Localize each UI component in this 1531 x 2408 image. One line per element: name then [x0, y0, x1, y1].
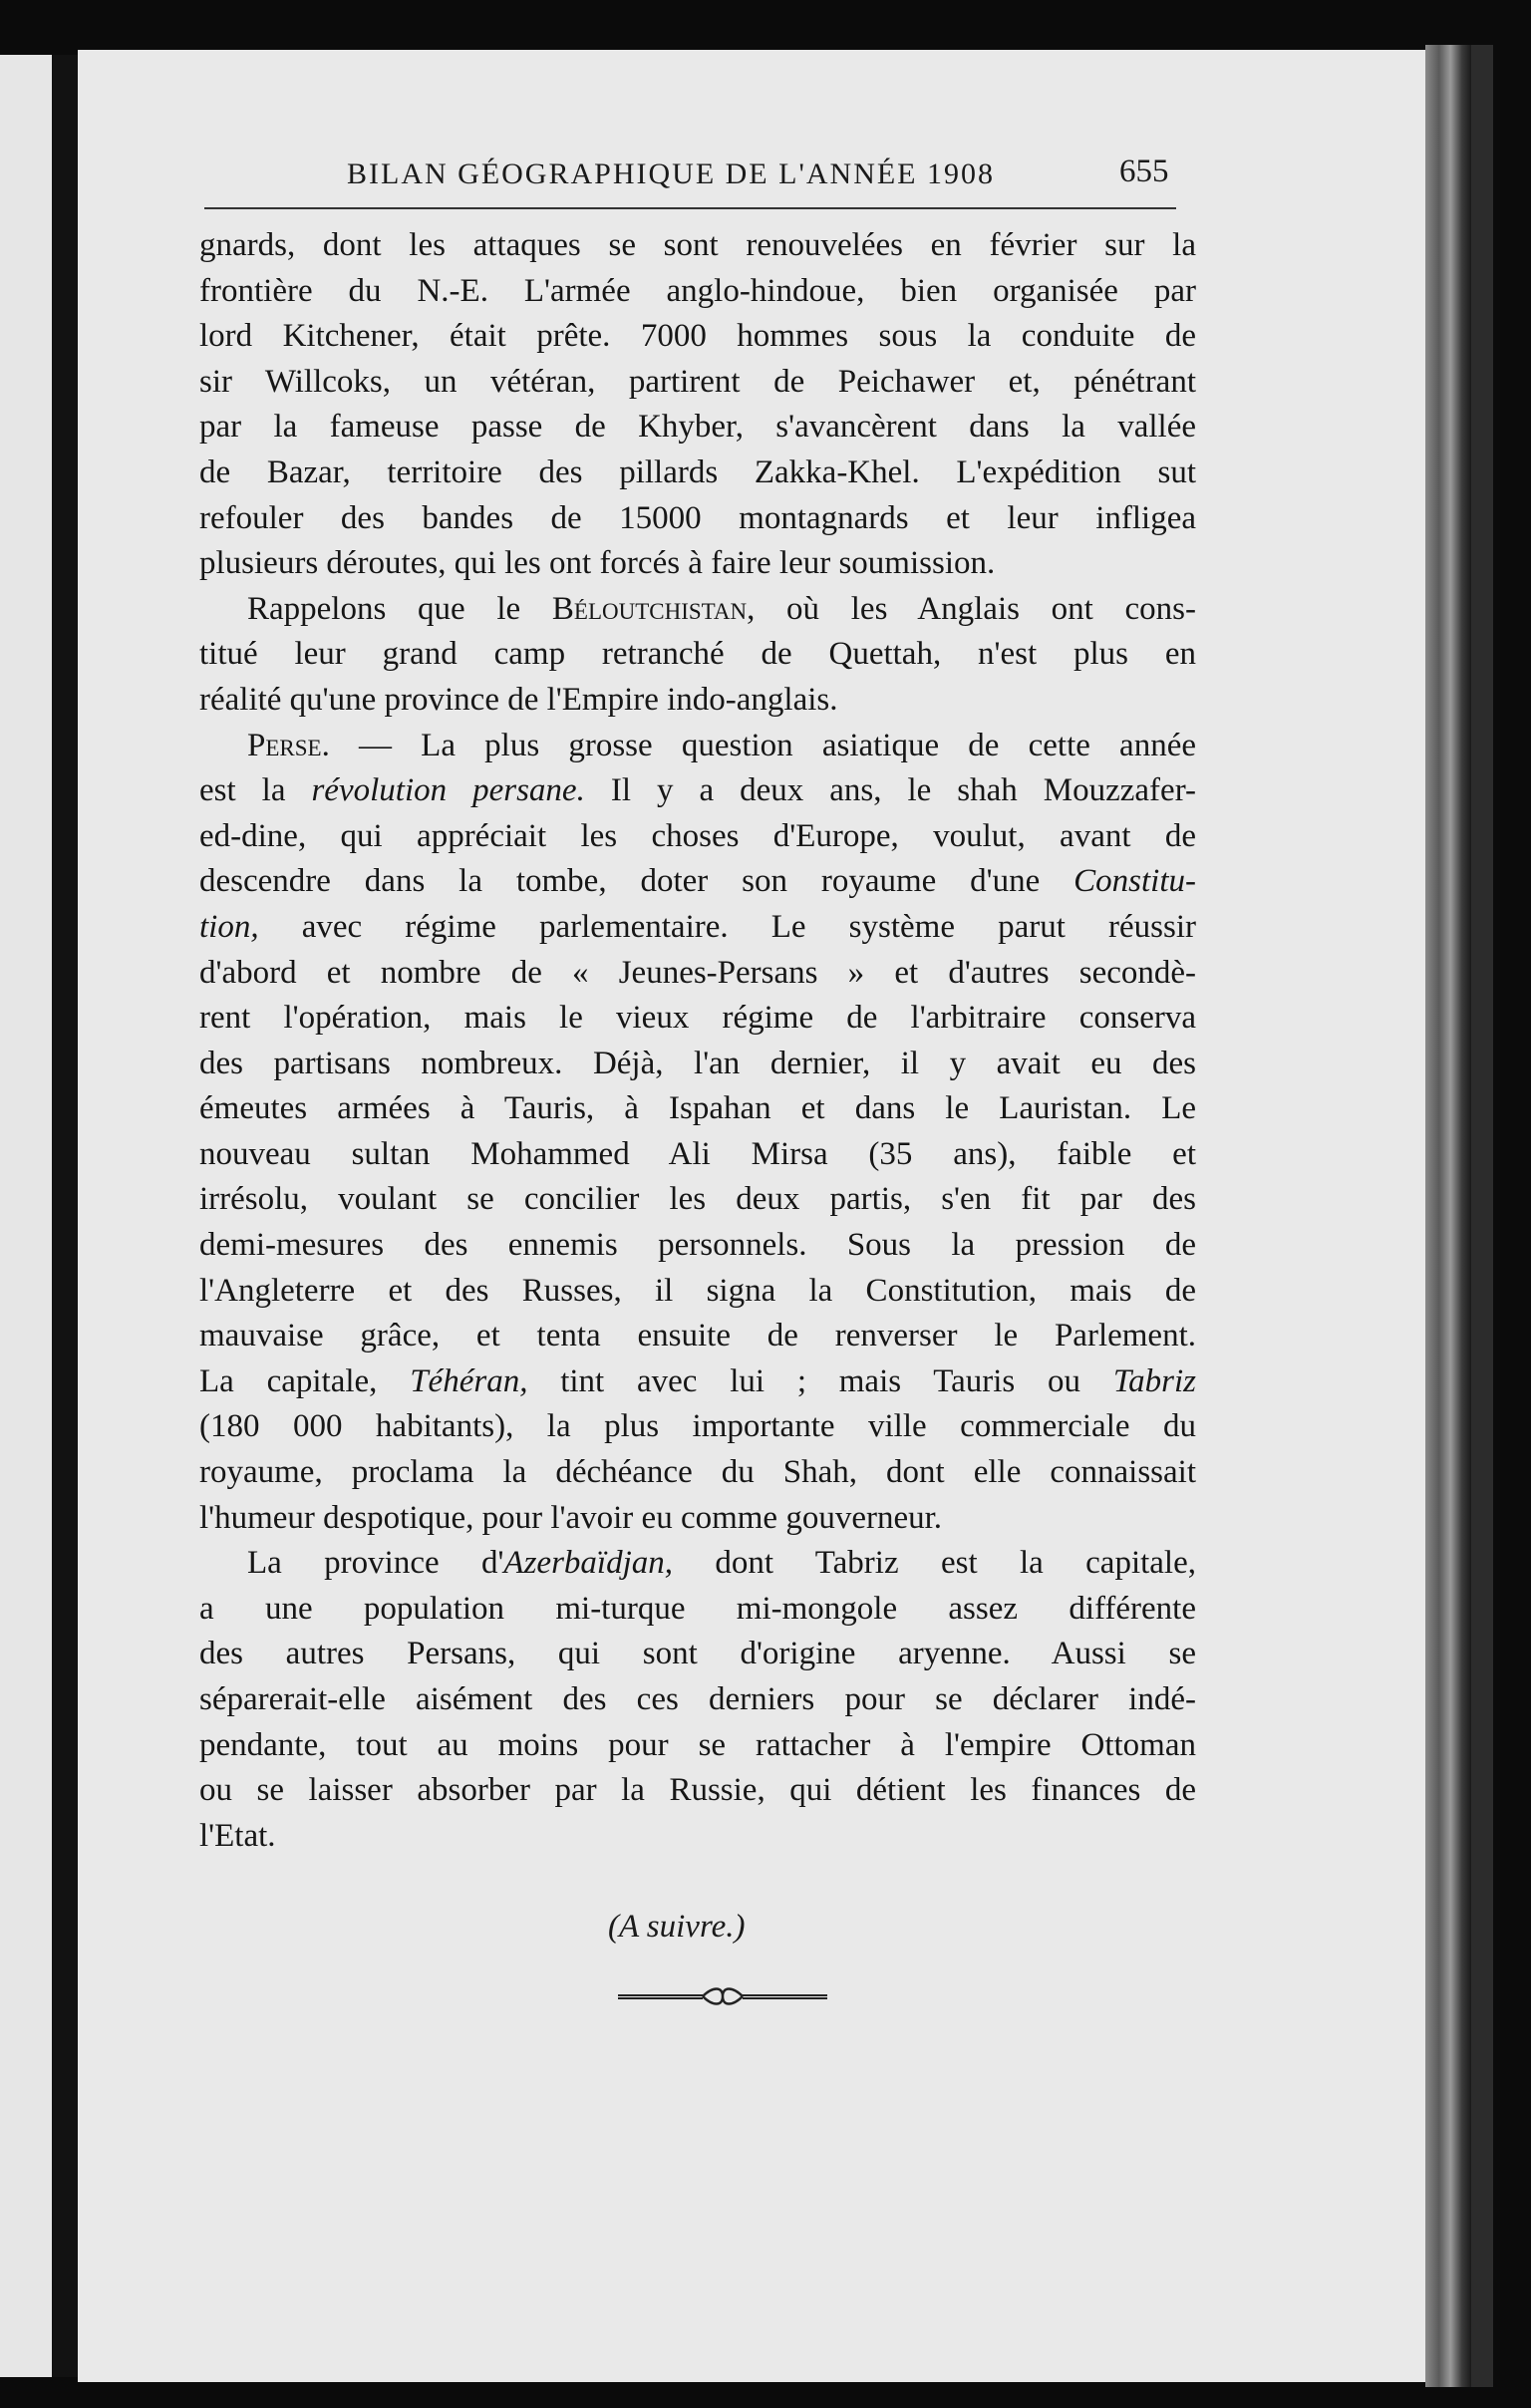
italic-term: Constitu-	[1073, 863, 1196, 900]
text-line: plusieurs déroutes, qui les ont forcés à faire leur soumission.	[199, 545, 996, 582]
running-title: BILAN GÉOGRAPHIQUE DE L'ANNÉE 1908	[347, 157, 996, 190]
text-line: sir Willcoks, un vétéran, partirent de Peichawer et, pénétrant	[199, 363, 1196, 400]
place-name: Béloutchistan	[551, 590, 748, 627]
text-line	[199, 1359, 1196, 1405]
text-run: avec régime parlementaire. Le système parut réussir	[258, 908, 1196, 945]
text-line: l'Angleterre et des Russes, il signa la Constitution, mais de	[199, 1272, 1196, 1309]
text-line: frontière du N.-E. L'armée anglo-hindoue, bien organisée par	[199, 272, 1196, 309]
italic-term: Téhéran,	[410, 1362, 528, 1399]
text-line: a une population mi-turque mi-mongole assez différente	[199, 1590, 1196, 1627]
facing-page-edge	[0, 55, 52, 2377]
text-line	[199, 859, 1196, 905]
text-line: refouler des bandes de 15000 montagnards et leur infligea	[199, 499, 1196, 536]
text-line: ou se laisser absorber par la Russie, qui détient les finances de	[199, 1772, 1196, 1809]
text-line: l'Etat.	[199, 1817, 276, 1854]
text-line: l'humeur despotique, pour l'avoir eu comme gouverneur.	[199, 1499, 943, 1536]
text-line: demi-mesures des ennemis personnels. Sous la pression de	[199, 1227, 1196, 1264]
header-rule	[204, 207, 1176, 209]
paragraph-afghan-frontier	[199, 223, 1196, 587]
text-run: dont Tabriz est la capitale,	[673, 1545, 1196, 1582]
body-text	[199, 223, 1196, 1859]
italic-term: Azerbaïdjan,	[503, 1545, 673, 1582]
text-line: gnards, dont les attaques se sont renouvelées en février sur la	[199, 227, 1196, 263]
text-line: nouveau sultan Mohammed Ali Mirsa (35 ans), faible et	[199, 1135, 1196, 1172]
text-run: La province d'	[247, 1545, 504, 1582]
text-run: , où les Anglais ont cons-	[747, 590, 1196, 627]
italic-term: tion,	[199, 908, 259, 945]
text-line	[199, 1541, 1196, 1587]
text-line: d'abord et nombre de « Jeunes-Persans » et d'autres secondè-	[199, 954, 1196, 991]
text-line: (180 000 habitants), la plus importante ville commerciale du	[199, 1408, 1196, 1445]
text-run: descendre dans la tombe, doter son royaume d'une	[199, 863, 1074, 900]
text-line: des partisans nombreux. Déjà, l'an dernier, il y avait eu des	[199, 1045, 1196, 1081]
text-line	[199, 587, 1196, 633]
paragraph-perse	[199, 724, 1196, 1542]
text-line: lord Kitchener, était prête. 7000 hommes sous la conduite de	[199, 318, 1196, 355]
book-gutter	[52, 55, 78, 2377]
text-line: titué leur grand camp retranché de Quettah, n'est plus en	[199, 636, 1196, 673]
text-run: — La plus grosse question asiatique de cette année	[329, 727, 1196, 763]
text-line: pendante, tout au moins pour se rattacher à l'empire Ottoman	[199, 1726, 1196, 1763]
tail-piece-ornament	[613, 1981, 832, 2011]
text-run: tint avec lui ; mais Tauris ou	[527, 1362, 1113, 1399]
italic-term: révolution persane.	[311, 772, 585, 809]
text-line	[199, 724, 1196, 769]
to-be-continued: (A suivre.)	[608, 1909, 746, 1945]
text-line: émeutes armées à Tauris, à Ispahan et dans le Lauristan. Le	[199, 1090, 1196, 1127]
book-cover-edge	[1471, 45, 1493, 2387]
text-line: royaume, proclama la déchéance du Shah, dont elle connaissait	[199, 1454, 1196, 1491]
text-run: est la	[199, 772, 312, 809]
text-line: irrésolu, voulant se concilier les deux partis, s'en fit par des	[199, 1181, 1196, 1218]
text-run: Il y a deux ans, le shah Mouzzafer-	[584, 772, 1197, 809]
section-head: Perse.	[247, 727, 330, 763]
text-run: La capitale,	[199, 1362, 411, 1399]
text-run: Rappelons que le	[247, 590, 552, 627]
paragraph-beloutchistan	[199, 587, 1196, 724]
text-line	[199, 768, 1196, 814]
text-line: séparerait-elle aisément des ces derniers pour se déclarer indé-	[199, 1681, 1196, 1717]
text-line: réalité qu'une province de l'Empire indo-anglais.	[199, 681, 838, 718]
text-line: par la fameuse passe de Khyber, s'avancèrent dans la vallée	[199, 409, 1196, 446]
page-number: 655	[1119, 153, 1169, 189]
italic-term: Tabriz	[1112, 1362, 1196, 1399]
text-line	[199, 905, 1196, 951]
text-line: mauvaise grâce, et tenta ensuite de renverser le Parlement.	[199, 1318, 1196, 1354]
page-stack-edge	[1425, 45, 1471, 2387]
text-line: ed-dine, qui appréciait les choses d'Europe, voulut, avant de	[199, 817, 1196, 854]
text-line: des autres Persans, qui sont d'origine aryenne. Aussi se	[199, 1636, 1196, 1672]
paragraph-azerbaidjan	[199, 1541, 1196, 1859]
text-line: rent l'opération, mais le vieux régime de l'arbitraire conserva	[199, 1000, 1196, 1037]
text-line: de Bazar, territoire des pillards Zakka-Khel. L'expédition sut	[199, 453, 1196, 490]
